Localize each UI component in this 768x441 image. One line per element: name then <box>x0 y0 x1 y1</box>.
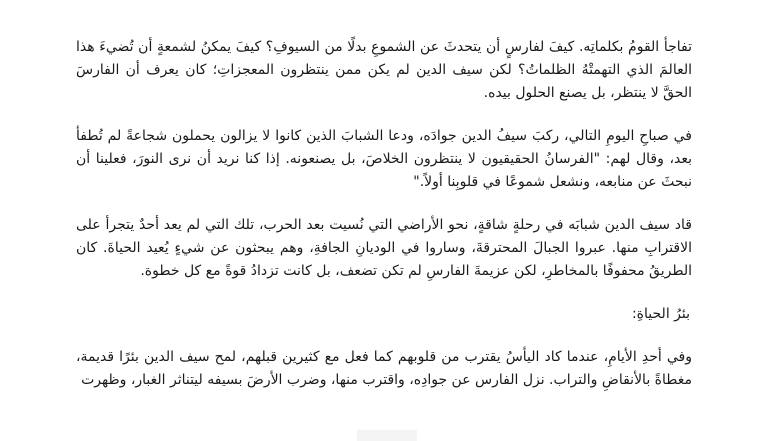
paragraph-spacer <box>76 283 692 303</box>
paragraph-spacer <box>76 326 692 346</box>
page-bottom-mark <box>357 430 417 441</box>
document-page <box>76 36 692 392</box>
paragraph-spacer <box>76 105 692 125</box>
section-heading: بئرُ الحياةِ: <box>631 306 690 322</box>
paragraph-spacer <box>76 194 692 214</box>
paragraph-1: تفاجأ القومُ بكلماتِه. كيفَ لفارسٍ أن يتحدثَ عن الشموعِ بدلًا من السيوفِ؟ كيفَ يمكنُ لشمعةٍ أن تُضيءَ هذا العالمَ الذي التهمتْهُ الظلماتُ؟ لكن سيف الدين لم يكن ممن ينتظرون المعجزاتِ؛ كان يعرف أن الفارسَ الحقَّ لا ينتظر، بل يصنع الحلول بيده. <box>76 39 692 101</box>
paragraph-3: قاد سيف الدين شبابَه في رحلةٍ شاقةٍ، نحو الأراضي التي نُسيت بعد الحرب، تلك التي لم يعد أحدٌ يتجرأ على الاقترابِ منها. عبروا الجبالَ المحترقةَ، وساروا في الوديانِ الجافةِ، وهم يبحثون عن شيءٍ يُعيد الحياةَ. كان الطريقُ محفوفًا بالمخاطرِ، لكن عزيمةَ الفارسِ لم تكن تضعف، بل كانت تزدادُ قوةً مع كل خطوة. <box>76 217 692 279</box>
paragraph-2: في صباحِ اليومِ التالي، ركبَ سيفُ الدين جوادَه، ودعا الشبابَ الذين كانوا لا يزالون يحملون شجاعةً لم تُطفأ بعد، وقال لهم: "الفرسانُ الحقيقيون لا ينتظرون الخلاصَ، بل يصنعونه. إذا كنا نريد أن نرى النورَ، فعلينا أن نبحثَ عن منابعه، ونشعل شموعًا في قلوبِنا أولاً." <box>76 128 692 190</box>
paragraph-4: وفي أحدِ الأيامِ، عندما كاد اليأسُ يقترب من قلوبهم كما فعل مع كثيرين قبلهم، لمح سيف الدين بئرًا قديمة، مغطاةً بالأنقاضِ والتراب. نزل الفارس عن جوادِه، واقترب منها، وضرب الأرضَ بسيفه ليتناثر الغبار، وظهرت <box>76 349 692 388</box>
